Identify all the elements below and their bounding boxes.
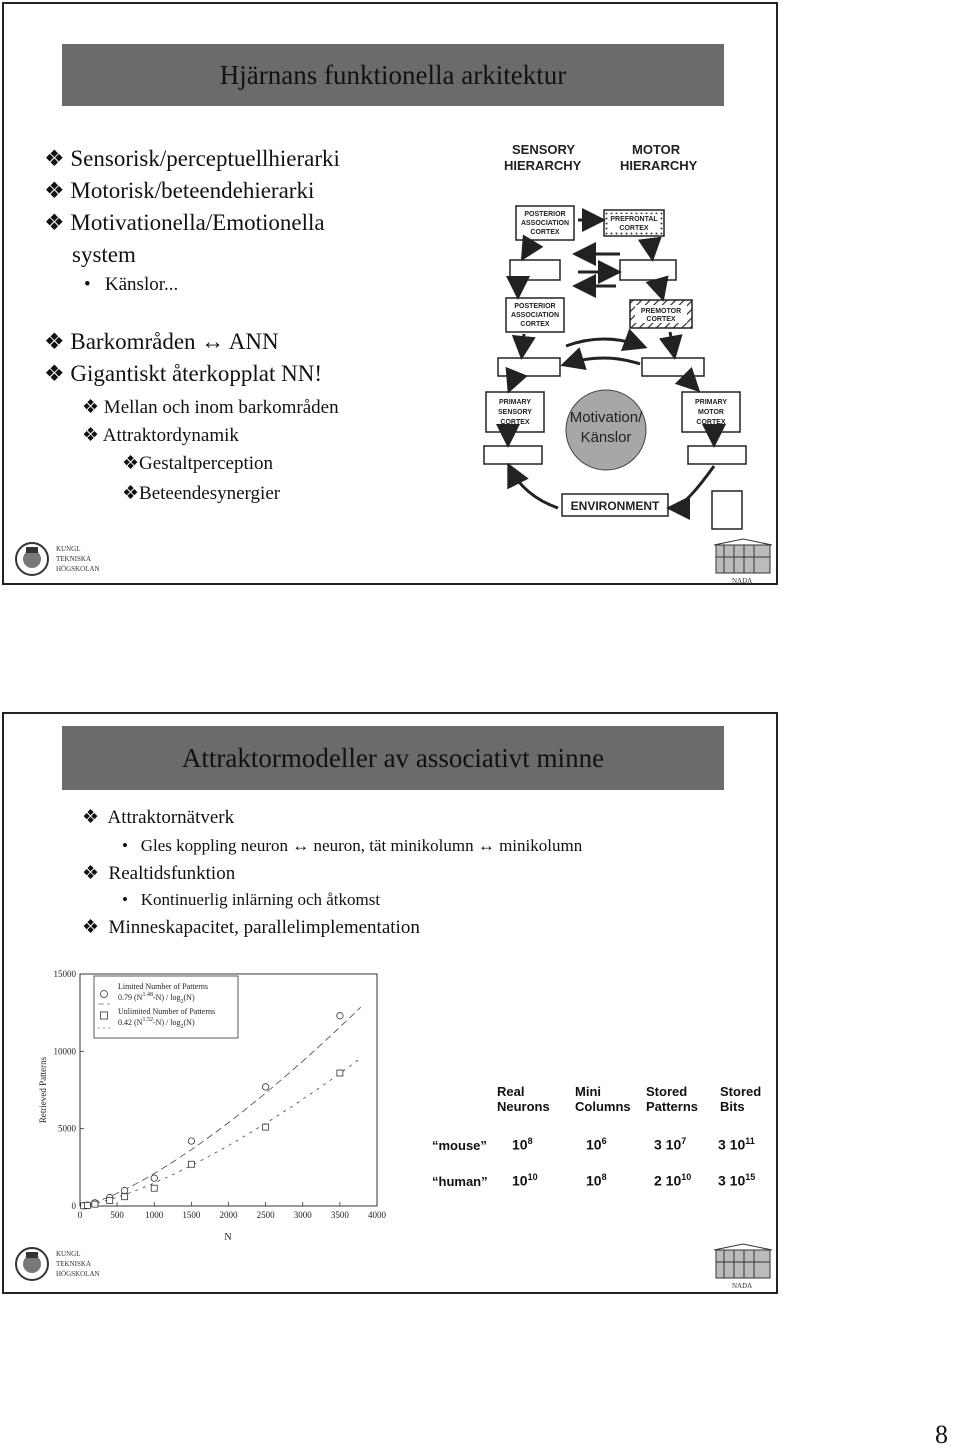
nada-logo	[710, 537, 776, 585]
svg-text:NADA: NADA	[732, 1282, 753, 1290]
x-axis-label: N	[224, 1232, 232, 1243]
svg-text:CORTEX: CORTEX	[619, 225, 649, 232]
x-tick-label: 1500	[182, 1210, 201, 1220]
kth-logo-2	[12, 1242, 122, 1286]
x-tick-label: 0	[77, 1210, 83, 1220]
svg-text:PRIMARY: PRIMARY	[694, 399, 728, 406]
row-label-mouse: “mouse”	[432, 1138, 487, 1153]
x-tick-label: 3000	[293, 1210, 312, 1220]
mouse-bits: 3 $10^{11}$	[718, 1136, 755, 1153]
svg-text:MOTOR: MOTOR	[698, 409, 724, 416]
svg-text:CORTEX: CORTEX	[530, 229, 560, 236]
point-unlimited	[337, 1070, 343, 1076]
point-limited	[121, 1187, 127, 1193]
sub-kontinuerlig: • Kontinuerlig inlärning och åtkomst	[122, 890, 381, 909]
human-patterns: 2 $10^{10}$	[654, 1172, 692, 1189]
point-unlimited	[151, 1185, 157, 1191]
header-stored-patterns: Stored Patterns	[646, 1084, 699, 1114]
slide-1-title: Hjärnans funktionella arkitektur	[62, 44, 724, 106]
x-tick-label: 1000	[145, 1210, 164, 1220]
capacity-chart	[32, 964, 392, 1244]
nada-logo-2	[710, 1242, 776, 1290]
svg-text:PREMOTOR: PREMOTOR	[640, 308, 682, 315]
sub-mellan: ❖ Mellan och inom barkområden	[82, 397, 339, 418]
svg-text:HÖGSKOLAN: HÖGSKOLAN	[56, 1270, 100, 1278]
svg-text:PRIMARY: PRIMARY	[498, 399, 532, 406]
point-unlimited	[107, 1198, 113, 1204]
header-mini-columns: Mini Columns	[575, 1084, 631, 1114]
bullet-motivation: ❖ Motivationella/Emotionella	[44, 210, 325, 235]
svg-text:PREFRONTAL: PREFRONTAL	[610, 216, 658, 223]
x-tick-label: 2000	[219, 1210, 238, 1220]
page-number: 8	[935, 1420, 948, 1449]
header-stored-bits: Stored Bits	[720, 1084, 762, 1114]
svg-text:SENSORY: SENSORY	[498, 409, 532, 416]
slide-1	[2, 2, 778, 585]
chart-legend	[94, 976, 238, 1038]
point-unlimited	[92, 1201, 98, 1207]
svg-text:CORTEX: CORTEX	[646, 316, 676, 323]
svg-text:ASSOCIATION: ASSOCIATION	[520, 220, 570, 227]
sub-beteende: ❖Beteendesynergier	[122, 483, 281, 504]
point-limited	[188, 1138, 194, 1144]
svg-text:KUNGL: KUNGL	[56, 545, 81, 553]
svg-text:CORTEX: CORTEX	[696, 419, 726, 426]
svg-text:TEKNISKA: TEKNISKA	[56, 1260, 91, 1268]
slide-2	[2, 712, 778, 1294]
y-tick-label: 15000	[53, 969, 76, 979]
mouse-neurons: $10^8$	[512, 1136, 533, 1153]
svg-text:Motivation/: Motivation/	[569, 409, 643, 426]
mouse-patterns: 3 $10^7$	[654, 1136, 687, 1153]
point-limited	[337, 1013, 343, 1019]
bullet-motivation-cont: system	[72, 242, 136, 267]
x-tick-label: 2500	[256, 1210, 275, 1220]
x-tick-label: 4000	[368, 1210, 386, 1220]
svg-text:CORTEX: CORTEX	[520, 321, 550, 328]
bullet-minneskapacitet: ❖ Minneskapacitet, parallelimplementation	[82, 917, 420, 938]
point-unlimited	[263, 1124, 269, 1130]
y-tick-label: 5000	[58, 1123, 76, 1134]
svg-text:POSTERIOR: POSTERIOR	[514, 303, 556, 310]
point-limited	[262, 1084, 268, 1090]
human-columns: $10^8$	[586, 1172, 607, 1189]
point-unlimited	[188, 1161, 194, 1167]
point-limited	[151, 1175, 157, 1181]
sub-bullet-kanslor: • Känslor...	[84, 274, 179, 295]
sub-gles-koppling: • Gles koppling neuron ↔ neuron, tät minikolumn ↔ minikolumn	[122, 836, 583, 855]
mouse-columns: $10^6$	[586, 1136, 607, 1153]
bullet-realtidsfunktion: ❖ Realtidsfunktion	[82, 863, 236, 884]
point-unlimited	[84, 1202, 90, 1208]
svg-text:HÖGSKOLAN: HÖGSKOLAN	[56, 565, 100, 573]
slide-2-title: Attraktormodeller av associativt minne	[62, 726, 724, 790]
legend-formula-2: 0.42 $(N^{1.52}-N) / \log_2(N)$	[118, 1017, 195, 1030]
header-real-neurons: Real Neurons	[497, 1084, 550, 1114]
motor-header-1: MOTOR	[632, 142, 681, 157]
svg-text:Känslor: Känslor	[580, 429, 632, 446]
sensory-header-1: SENSORY	[512, 142, 576, 157]
bullet-sensory: ❖ Sensorisk/perceptuellhierarki	[44, 146, 340, 171]
svg-text:POSTERIOR: POSTERIOR	[524, 211, 566, 218]
bullet-motor: ❖ Motorisk/beteendehierarki	[44, 178, 315, 203]
legend-series-1: Limited Number of Patterns	[118, 982, 208, 991]
legend-series-2: Unlimited Number of Patterns	[118, 1007, 216, 1016]
svg-text:ASSOCIATION: ASSOCIATION	[510, 312, 560, 319]
y-tick-label: 10000	[53, 1046, 76, 1057]
sub-attraktordynamik: ❖ Attraktordynamik	[82, 425, 239, 446]
svg-text:KUNGL: KUNGL	[56, 1250, 81, 1258]
brain-hierarchy-diagram	[474, 136, 774, 536]
human-neurons: $10^{10}$	[512, 1172, 538, 1189]
bullet-attraktornatverk: ❖ Attraktornätverk	[82, 807, 235, 828]
x-tick-label: 3500	[330, 1210, 349, 1220]
y-axis-label: Retrieved Patterns	[38, 1056, 48, 1124]
sensory-header-2: HIERARCHY	[504, 158, 582, 173]
legend-formula-1: 0.79 $(N^{1.48}-N) / \log_2(N)$	[118, 992, 195, 1005]
y-tick-label: 0	[71, 1201, 76, 1211]
kth-logo	[12, 537, 122, 581]
row-label-human: “human”	[432, 1174, 488, 1189]
human-bits: 3 $10^{15}$	[718, 1172, 756, 1189]
motor-header-2: HIERARCHY	[620, 158, 698, 173]
point-unlimited	[122, 1194, 128, 1200]
svg-text:ENVIRONMENT: ENVIRONMENT	[570, 499, 660, 513]
svg-text:NADA: NADA	[732, 577, 753, 585]
x-tick-label: 500	[110, 1210, 124, 1220]
svg-text:CORTEX: CORTEX	[500, 419, 530, 426]
svg-text:TEKNISKA: TEKNISKA	[56, 555, 91, 563]
sub-gestalt: ❖Gestaltperception	[122, 453, 274, 474]
bullet-barkomraden: ❖ Barkområden ↔ ANN	[44, 329, 279, 354]
bullet-gigantiskt: ❖ Gigantiskt återkopplat NN!	[44, 361, 323, 386]
